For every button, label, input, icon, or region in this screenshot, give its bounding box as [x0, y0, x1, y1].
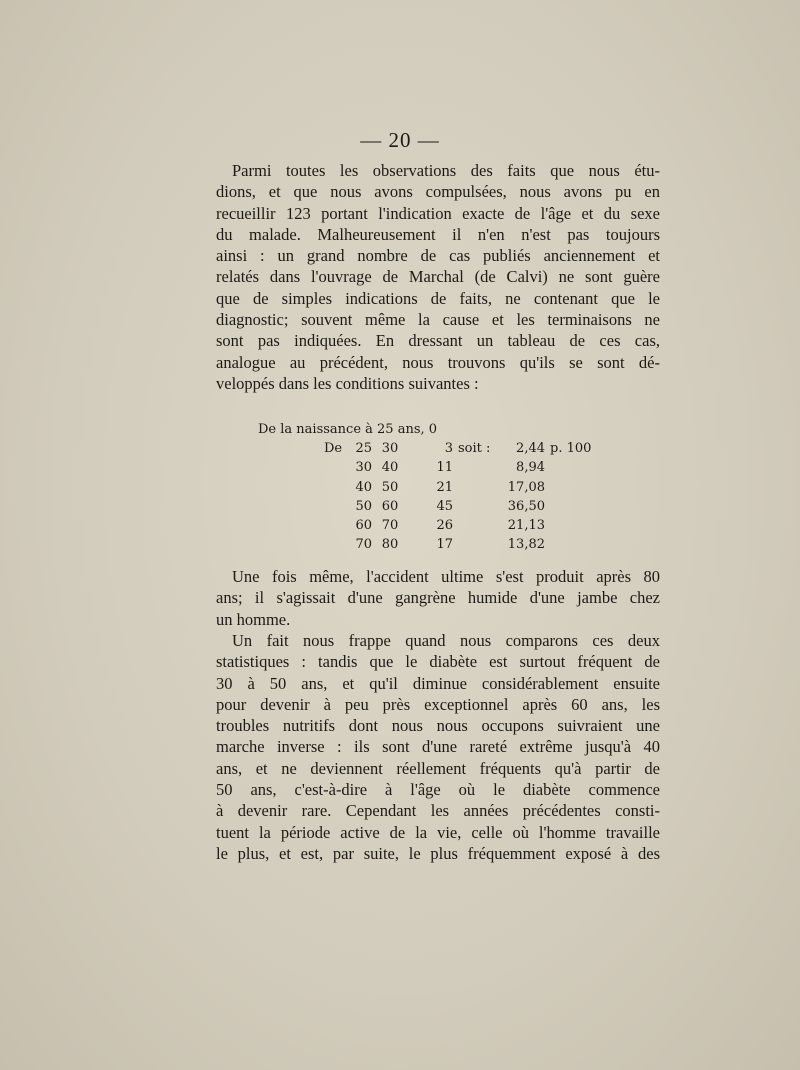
text-line: pour devenir à peu près exceptionnel après 60 ans, les — [216, 694, 660, 714]
paragraph-2 — [216, 566, 660, 630]
text-line: que de simples indications de faits, ne contenant que le — [216, 288, 660, 308]
percentage: 17,08 — [507, 479, 545, 495]
text-line: sont pas indiquées. En dressant un tableau de ces cas, — [216, 331, 660, 351]
percentage: 13,82 — [507, 537, 545, 553]
text-line: 30 à 50 ans, et qu'il diminue considérablement ensuite — [216, 673, 660, 693]
text-line: veloppés dans les conditions suivantes : — [216, 373, 479, 393]
de-label: De — [324, 441, 343, 457]
age-to: 80 — [381, 537, 399, 553]
age-from: 25 — [355, 441, 372, 457]
text-line: du malade. Malheureusement il n'en n'est pas toujours — [216, 224, 660, 244]
text-line: Un fait nous frappe quand nous comparons ces deux — [232, 631, 660, 650]
text-line: Parmi toutes les observations des faits que nous étu- — [232, 161, 660, 180]
text-line: relatés dans l'ouvrage de Marchal (de Calvi) ne sont guère — [216, 267, 660, 287]
age-to: 50 — [381, 479, 399, 495]
age-to: 60 — [381, 498, 399, 514]
percentage: 36,50 — [507, 498, 545, 514]
text-line: analogue au précédent, nous trouvons qu'ils se sont dé- — [216, 352, 660, 372]
soit-label: soit : — [458, 441, 491, 457]
case-count: 3 — [444, 441, 453, 457]
page-number: — 20 — — [360, 128, 440, 152]
case-count: 11 — [436, 460, 453, 476]
text-line: un homme. — [216, 609, 291, 629]
percentage: 8,94 — [516, 460, 545, 476]
age-from: 30 — [355, 460, 372, 476]
age-from: 70 — [355, 537, 372, 553]
paragraph-3 — [216, 630, 660, 864]
age-from: 40 — [355, 479, 372, 495]
text-line: troubles nutritifs dont nous nous occupons suivraient une — [216, 716, 660, 736]
text-line: Une fois même, l'accident ultime s'est produit après 80 — [232, 567, 660, 586]
text-line: marche inverse : ils sont d'une rareté extrême jusqu'à 40 — [216, 737, 660, 757]
text-line: le plus, et est, par suite, le plus fréquemment exposé à des — [216, 843, 660, 863]
percentage: 21,13 — [507, 517, 545, 533]
age-to: 30 — [381, 441, 399, 457]
text-line: tuent la période active de la vie, celle où l'homme travaille — [216, 822, 660, 842]
case-count: 26 — [436, 517, 453, 533]
text-line: ainsi : un grand nombre de cas publiés anciennement et — [216, 246, 660, 266]
text-line: statistiques : tandis que le diabète est surtout fréquent de — [216, 652, 660, 672]
case-count: 45 — [436, 498, 453, 514]
first-row-text: De la naissance à 25 ans, 0 — [258, 422, 438, 437]
text-line: diagnostic; souvent même la cause et les terminaisons ne — [216, 310, 660, 330]
age-from: 50 — [355, 498, 372, 514]
text-line: ans; il s'agissait d'une gangrène humide d'une jambe chez — [216, 588, 660, 608]
case-count: 21 — [436, 479, 453, 495]
text-line: recueillir 123 portant l'indication exacte de l'âge et du sexe — [216, 203, 660, 223]
age-from: 60 — [355, 517, 372, 533]
age-to: 70 — [381, 517, 399, 533]
case-count: 17 — [436, 537, 453, 553]
percentage: 2,44 — [516, 441, 545, 457]
percentage-unit: p. 100 — [550, 441, 592, 457]
text-line: à devenir rare. Cependant les années précédentes consti- — [216, 801, 660, 821]
text-line: 50 ans, c'est-à-dire à l'âge où le diabète commence — [216, 780, 660, 800]
paragraph-1 — [216, 160, 660, 394]
text-line: dions, et que nous avons compulsées, nous avons pu en — [216, 182, 660, 202]
age-to: 40 — [381, 460, 399, 476]
text-line: ans, et ne deviennent réellement fréquents qu'à partir de — [216, 758, 660, 778]
